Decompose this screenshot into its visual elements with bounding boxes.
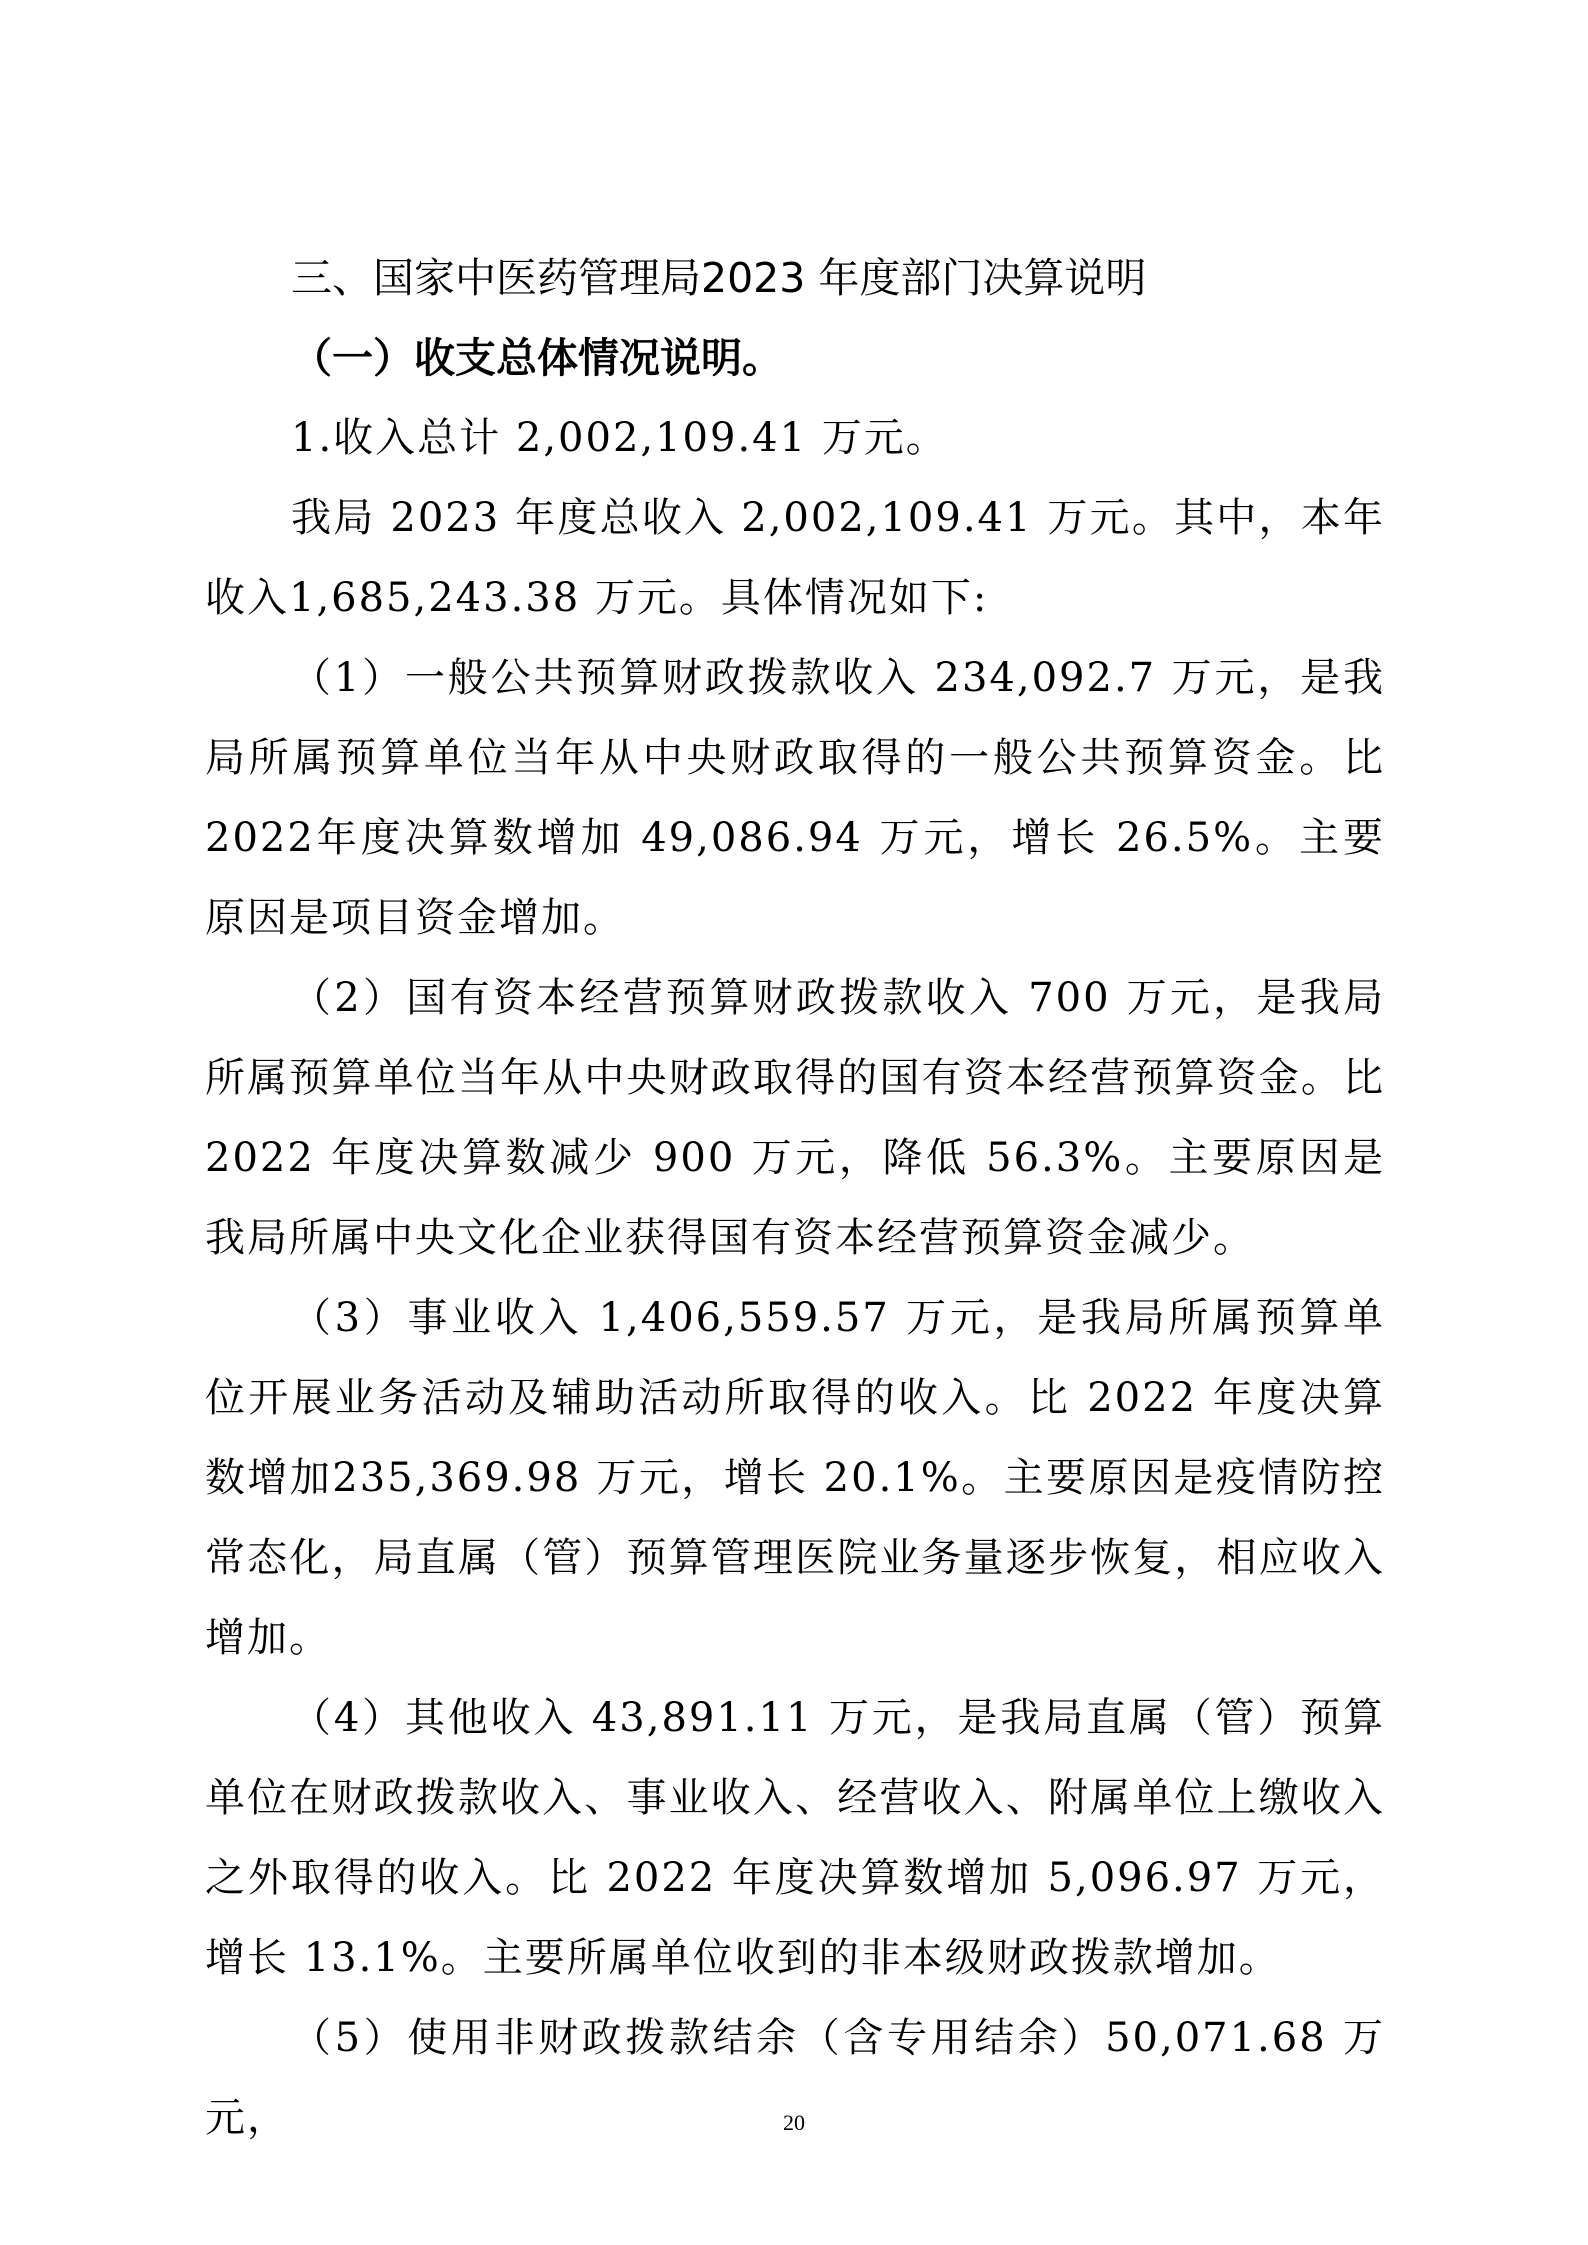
paragraph-general-budget: （1）一般公共预算财政拨款收入 234,092.7 万元，是我局所属预算单位当年从中央财政取得的一般公共预算资金。比 2022年度决算数增加 49,086.94 万元，增长 26.5%。主要原因是项目资金增加。 (205, 655, 1385, 941)
paragraph-income-total: 1.收入总计 2,002,109.41 万元。 (291, 415, 948, 461)
paragraph-non-fiscal-balance: （5）使用非财政拨款结余（含专用结余）50,071.68 万元， (205, 2015, 1385, 2141)
page-number: 20 (783, 2110, 805, 2135)
paragraph-income-summary: 我局 2023 年度总收入 2,002,109.41 万元。其中，本年收入1,685,243.38 万元。具体情况如下: (205, 495, 1385, 621)
document-body (205, 238, 1385, 2158)
paragraph-other-income: （4）其他收入 43,891.11 万元，是我局直属（管）预算单位在财政拨款收入、事业收入、经营收入、附属单位上缴收入之外取得的收入。比 2022 年度决算数增加 5,096.97 万元，增长 13.1%。主要所属单位收到的非本级财政拨款增加。 (205, 1695, 1385, 1981)
paragraph-business-income: （3）事业收入 1,406,559.57 万元，是我局所属预算单位开展业务活动及辅助活动所取得的收入。比 2022 年度决算数增加235,369.98 万元，增长 20.1%。主要原因是疫情防控常态化，局直属（管）预算管理医院业务量逐步恢复，相应收入增加。 (205, 1295, 1385, 1661)
section-heading: 三、国家中医药管理局2023 年度部门决算说明 (291, 254, 1147, 302)
paragraph-state-capital: （2）国有资本经营预算财政拨款收入 700 万元，是我局所属预算单位当年从中央财政取得的国有资本经营预算资金。比2022 年度决算数减少 900 万元，降低 56.3%。主要原因是我局所属中央文化企业获得国有资本经营预算资金减少。 (205, 975, 1385, 1261)
subsection-heading: （一）收支总体情况说明。 (291, 334, 783, 382)
